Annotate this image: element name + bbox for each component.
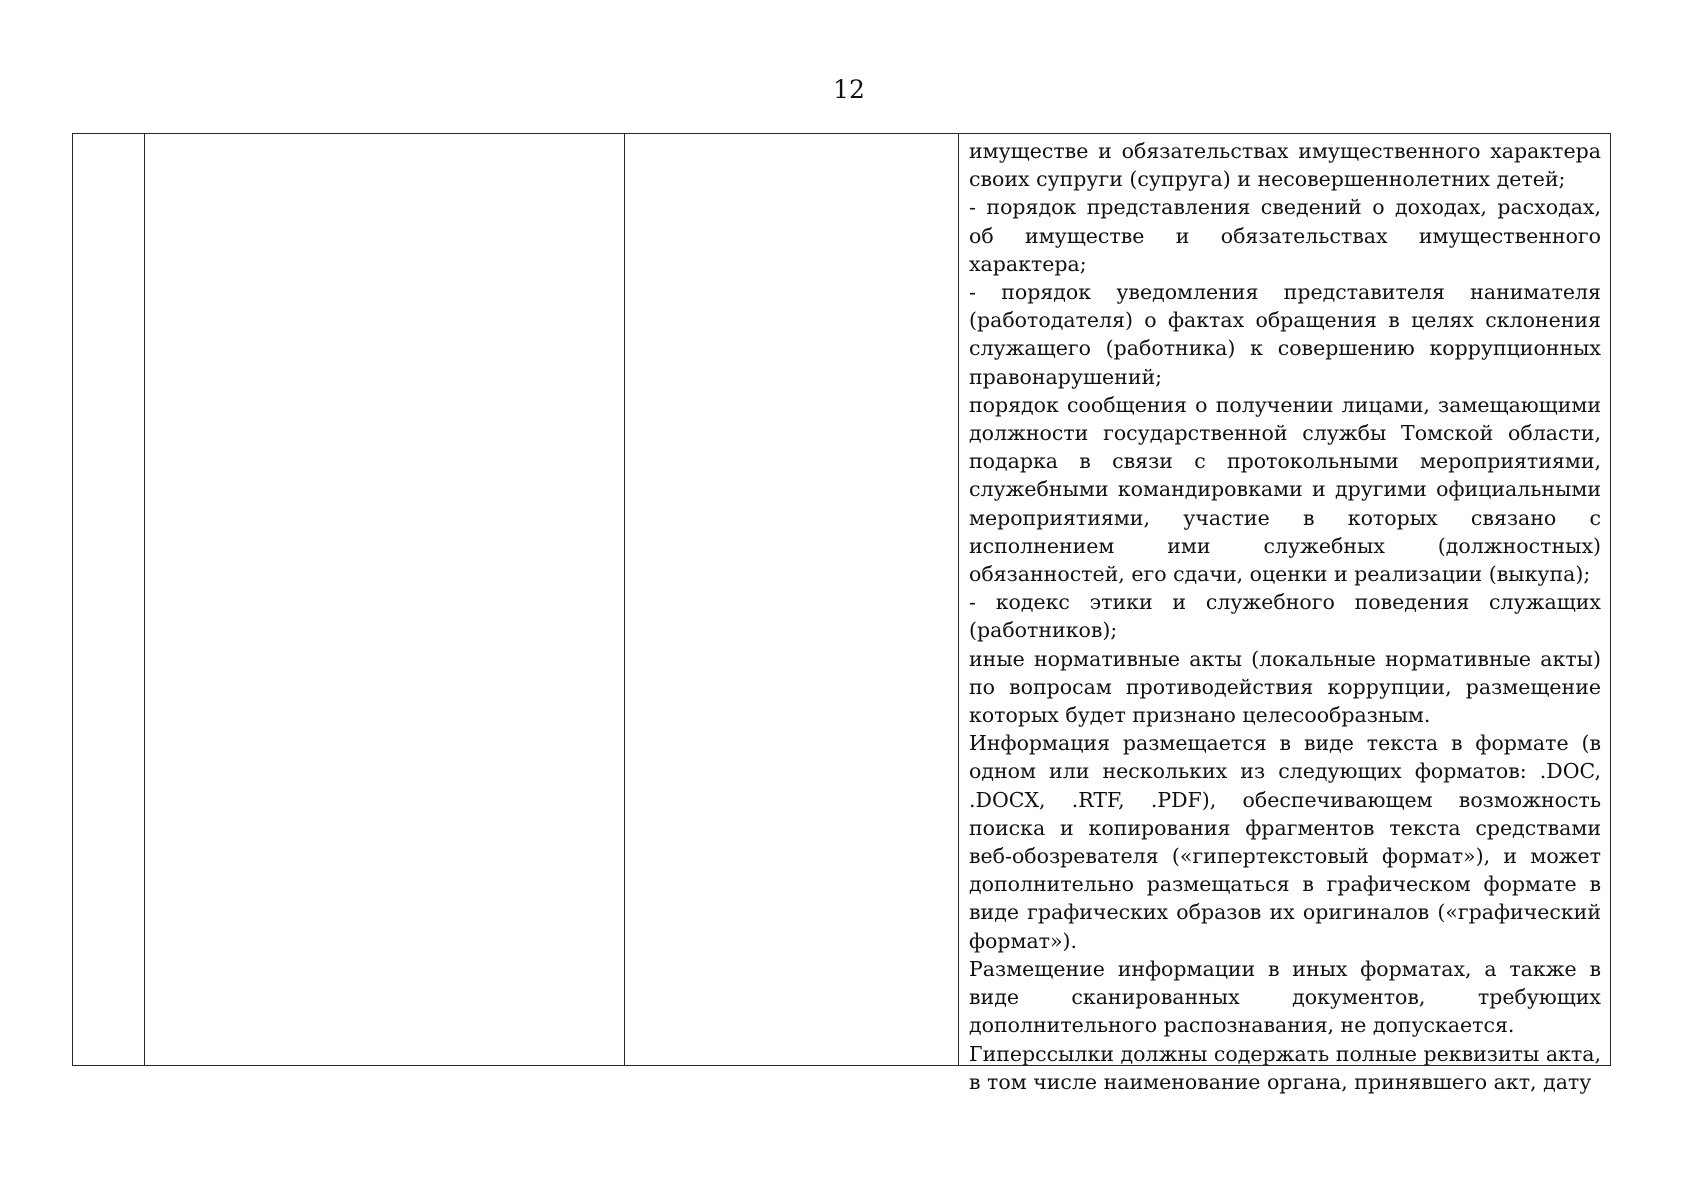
content-paragraph: Информация размещается в виде текста в формате (в одном или нескольких из следующих форматов: .DOC, .DOCX, .RTF, .PDF), обеспечивающем возможность поиска и копирования фрагментов текста средствами веб-обозревателя («гипертекстовый формат»), и может дополнительно размещаться в графическом формате в виде графических образов их оригиналов («графический формат»). [969, 731, 1601, 953]
table-cell-responsible [625, 134, 959, 1066]
document-table [72, 133, 1611, 1094]
content-paragraph: порядок сообщения о получении лицами, замещающими должности государственной службы Томской области, подарка в связи с протокольными мероприятиями, служебными командировками и другими официальными мероприятиями, участие в которых связано с исполнением ими служебных (должностных) обязанностей, его сдачи, оценки и реализации (выкупа); [969, 392, 1601, 587]
page-number: 12 [833, 75, 865, 104]
table-row [73, 134, 1611, 1066]
content-paragraph: Размещение информации в иных форматах, а также в виде сканированных документов, требующих дополнительного распознавания, не допускается. [969, 956, 1601, 1038]
table-cell-measure [145, 134, 625, 1066]
content-paragraph: - порядок уведомления представителя нанимателя (работодателя) о фактах обращения в целях склонения служащего (работника) к совершению коррупционных правонарушений; [969, 280, 1601, 389]
cell-content-text [959, 134, 1610, 1094]
content-paragraph: иные нормативные акты (локальные нормативные акты) по вопросам противодействия коррупции, размещение которых будет признано целесообразным. [969, 646, 1601, 728]
content-paragraph: - кодекс этики и служебного поведения служащих (работников); [969, 590, 1601, 643]
table-cell-content [959, 134, 1611, 1094]
table-cell-number [73, 134, 145, 1066]
content-paragraph: имуществе и обязательствах имущественного характера своих супруги (супруга) и несовершеннолетних детей; [969, 139, 1601, 192]
content-paragraph: - порядок представления сведений о доходах, расходах, об имуществе и обязательствах имущественного характера; [969, 195, 1601, 276]
content-paragraph: Гиперссылки должны содержать полные реквизиты акта, в том числе наименование органа, принявшего акт, дату [969, 1041, 1601, 1094]
